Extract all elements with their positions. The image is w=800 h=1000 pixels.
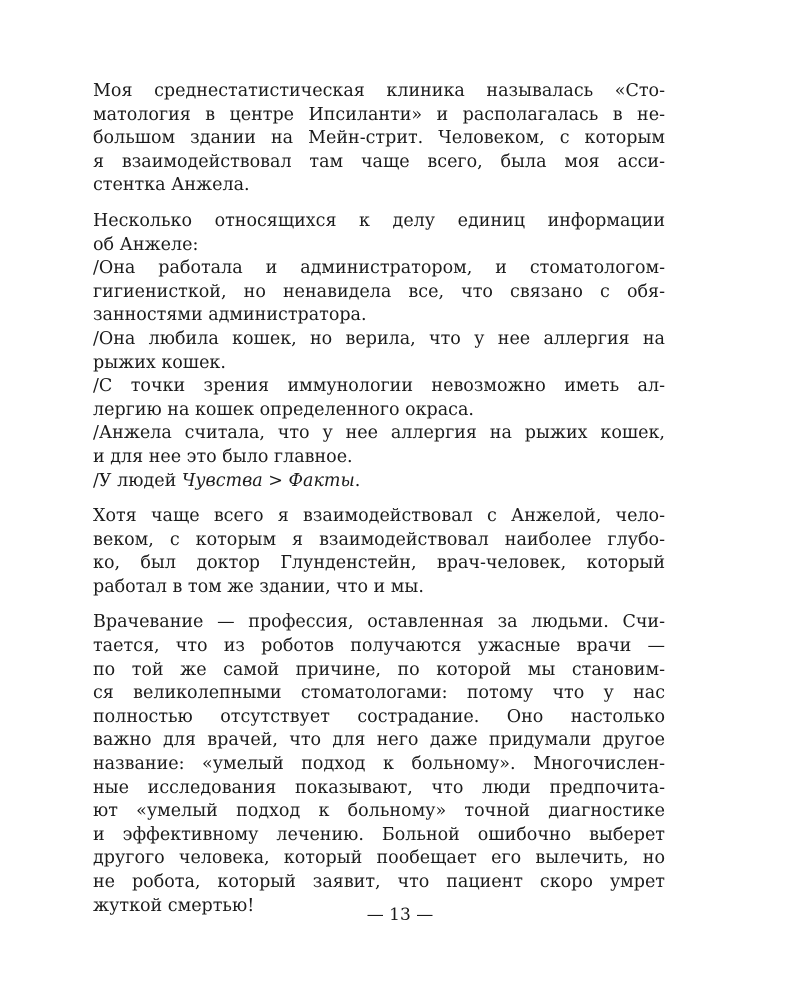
list-line: /Она работала и администратором, и стоматологом- <box>93 258 665 279</box>
text-line: ют «умелый подход к больному» точной диагностике <box>93 801 665 822</box>
paragraph-doctor <box>93 505 665 599</box>
list-line: лергию на кошек определенного окраса. <box>93 399 474 420</box>
text-line: важно для врачей, что для него даже придумали другое <box>93 730 665 751</box>
list-line: /Она любила кошек, но верила, что у нее аллергия на <box>93 328 665 349</box>
text-line: Несколько относящихся к делу единиц информации <box>93 210 665 231</box>
text-line: матология в центре Ипсиланти» и располагалась в не- <box>93 104 665 125</box>
text-line: полностью отсутствует сострадание. Оно настолько <box>93 706 665 727</box>
final-suffix: . <box>354 470 361 491</box>
list-line: гигиенисткой, но ненавидела все, что связано с обя- <box>93 281 665 302</box>
text-line: я взаимодействовал там чаще всего, была моя асси- <box>93 151 665 172</box>
text-line: название: «умелый подход к больному». Многочислен- <box>93 754 665 775</box>
list-line: /С точки зрения иммунологии невозможно иметь ал- <box>93 376 665 397</box>
list-line: /Анжела считала, что у нее аллергия на рыжих кошек, <box>93 423 665 444</box>
text-line: ся великолепными стоматологами: потому что у нас <box>93 683 665 704</box>
page-number: — 13 — <box>366 905 434 925</box>
text-line: Врачевание — профессия, оставленная за людьми. Счи- <box>93 612 665 633</box>
text-line: по той же самой причине, по которой мы становим- <box>93 659 665 680</box>
text-line: Моя среднестатистическая клиника называлась «Сто- <box>93 81 665 101</box>
text-line: Хотя чаще всего я взаимодействовал с Анжелой, чело- <box>93 506 665 527</box>
text-line: другого человека, который пообещает его вылечить, но <box>93 848 665 869</box>
text-line: ные исследования показывают, что люди предпочита- <box>93 777 665 798</box>
list-line: занностями администратора. <box>93 305 367 326</box>
text-line: большом здании на Мейн-стрит. Человеком, с которым <box>93 128 665 149</box>
paragraph-medicine <box>93 611 665 918</box>
paragraph-angela-facts <box>93 210 665 493</box>
paragraph-clinic <box>93 80 665 198</box>
text-line: ко, был доктор Глунденстейн, врач-человек, который <box>93 553 665 574</box>
final-prefix: /У людей <box>93 470 182 491</box>
text-line: и эффективному лечению. Больной ошибочно выберет <box>93 824 665 845</box>
text-line: жуткой смертью! <box>93 895 255 916</box>
text-line: тается, что из роботов получаются ужасные врачи — <box>93 636 665 657</box>
text-line: стентка Анжела. <box>93 175 250 196</box>
list-line: и для нее это было главное. <box>93 446 353 467</box>
list-line: рыжих кошек. <box>93 352 226 373</box>
text-line: работал в том же здании, что и мы. <box>93 576 424 597</box>
text-line: об Анжеле: <box>93 234 199 255</box>
list-line-final <box>93 470 665 494</box>
text-line: веком, с которым я взаимодействовал наиболее глубо- <box>93 529 665 550</box>
feelings-facts-emphasis: Чувства > Факты <box>181 470 355 491</box>
page-body <box>93 80 665 930</box>
text-line: не робота, который заявит, что пациент скоро умрет <box>93 872 665 892</box>
